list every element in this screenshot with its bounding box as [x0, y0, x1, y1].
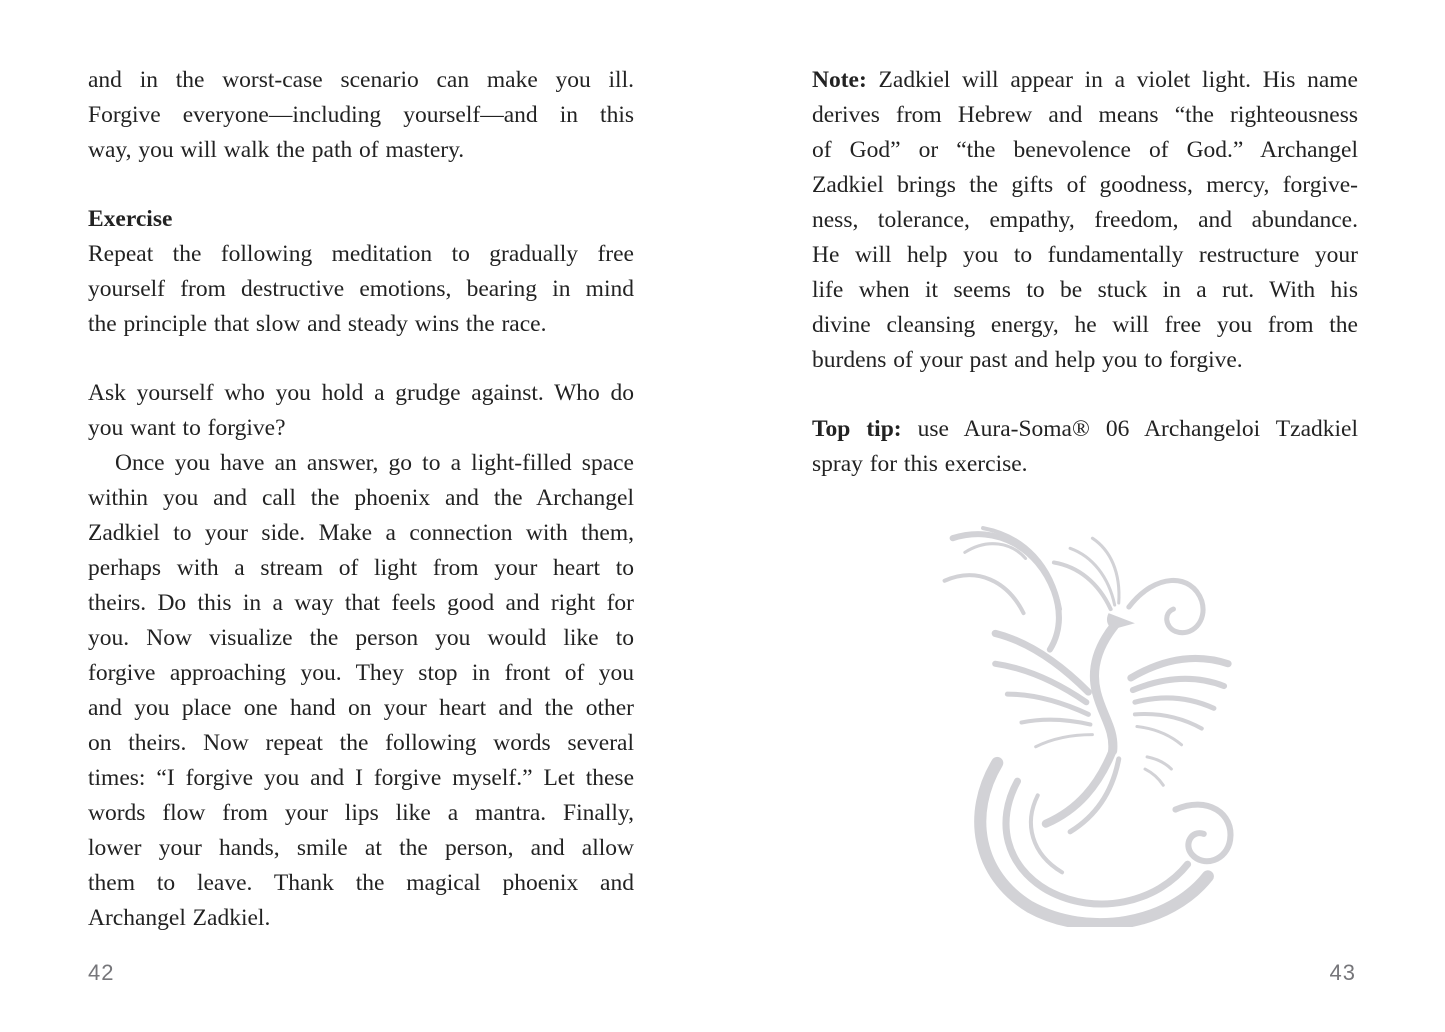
page-number-left: 42 [88, 960, 115, 985]
text-line: He will help you to fundamentally restructure your [812, 242, 1358, 268]
text-line: within you and call the phoenix and the Archangel [88, 485, 634, 511]
phoenix-icon [938, 522, 1263, 927]
text-line: the principle that slow and steady wins the race. [88, 311, 547, 337]
text-line: burdens of your past and help you to forgive. [812, 347, 1243, 373]
phoenix-illustration [938, 522, 1263, 927]
text-line: you want to forgive? [88, 415, 286, 441]
text-line: way, you will walk the path of mastery. [88, 137, 465, 163]
text-line: spray for this exercise. [812, 451, 1028, 477]
text-line: theirs. Do this in a way that feels good and right for [88, 590, 634, 616]
paragraph [812, 412, 1358, 482]
page-right-text [812, 63, 1358, 482]
text-line: on theirs. Now repeat the following words several [88, 730, 634, 756]
section-heading: Exercise [88, 206, 173, 232]
text-line: Top tip: use Aura-Soma® 06 Archangeloi Tzadkiel [812, 416, 1359, 442]
text-line: derives from Hebrew and means “the righteousness [812, 102, 1358, 128]
page-left-text [88, 63, 634, 936]
paragraph [812, 63, 1358, 378]
text-line: Ask yourself who you hold a grudge against. Who do [88, 380, 634, 406]
text-line: of God” or “the benevolence of God.” Archangel [812, 137, 1358, 163]
text-line: Note: Zadkiel will appear in a violet light. His name [812, 67, 1358, 93]
text-line: times: “I forgive you and I forgive myself.” Let these [88, 765, 634, 791]
text-line: Repeat the following meditation to gradually free [88, 241, 634, 267]
text-line: and in the worst-case scenario can make you ill. [88, 67, 634, 93]
text-line: Archangel Zadkiel. [88, 905, 271, 931]
paragraph [88, 63, 634, 168]
text-line: lower your hands, smile at the person, and allow [88, 835, 634, 861]
text-line: Once you have an answer, go to a light-filled space [115, 450, 634, 476]
text-line: you. Now visualize the person you would like to [88, 625, 634, 651]
page-number-right: 43 [1329, 960, 1356, 985]
text-line: yourself from destructive emotions, bearing in mind [88, 276, 634, 302]
text-line: Zadkiel to your side. Make a connection with them, [88, 520, 634, 546]
paragraph [88, 376, 634, 446]
bold-lead: Top tip: [812, 416, 902, 442]
text-line: ness, tolerance, empathy, freedom, and abundance. [812, 207, 1358, 233]
text-line: words flow from your lips like a mantra. Finally, [88, 800, 634, 826]
text-line: and you place one hand on your heart and the other [88, 695, 634, 721]
text-line: life when it seems to be stuck in a rut. With his [812, 277, 1358, 303]
bold-lead: Note: [812, 67, 867, 93]
text-line: Forgive everyone—including yourself—and in this [88, 102, 634, 128]
paragraph [88, 237, 634, 342]
paragraph [88, 446, 634, 936]
text-line: divine cleansing energy, he will free you from the [812, 312, 1358, 338]
text-line: perhaps with a stream of light from your heart to [88, 555, 634, 581]
text-line: forgive approaching you. They stop in front of you [88, 660, 634, 686]
text-line: Zadkiel brings the gifts of goodness, mercy, forgive- [812, 172, 1358, 198]
text-line: them to leave. Thank the magical phoenix and [88, 870, 634, 896]
